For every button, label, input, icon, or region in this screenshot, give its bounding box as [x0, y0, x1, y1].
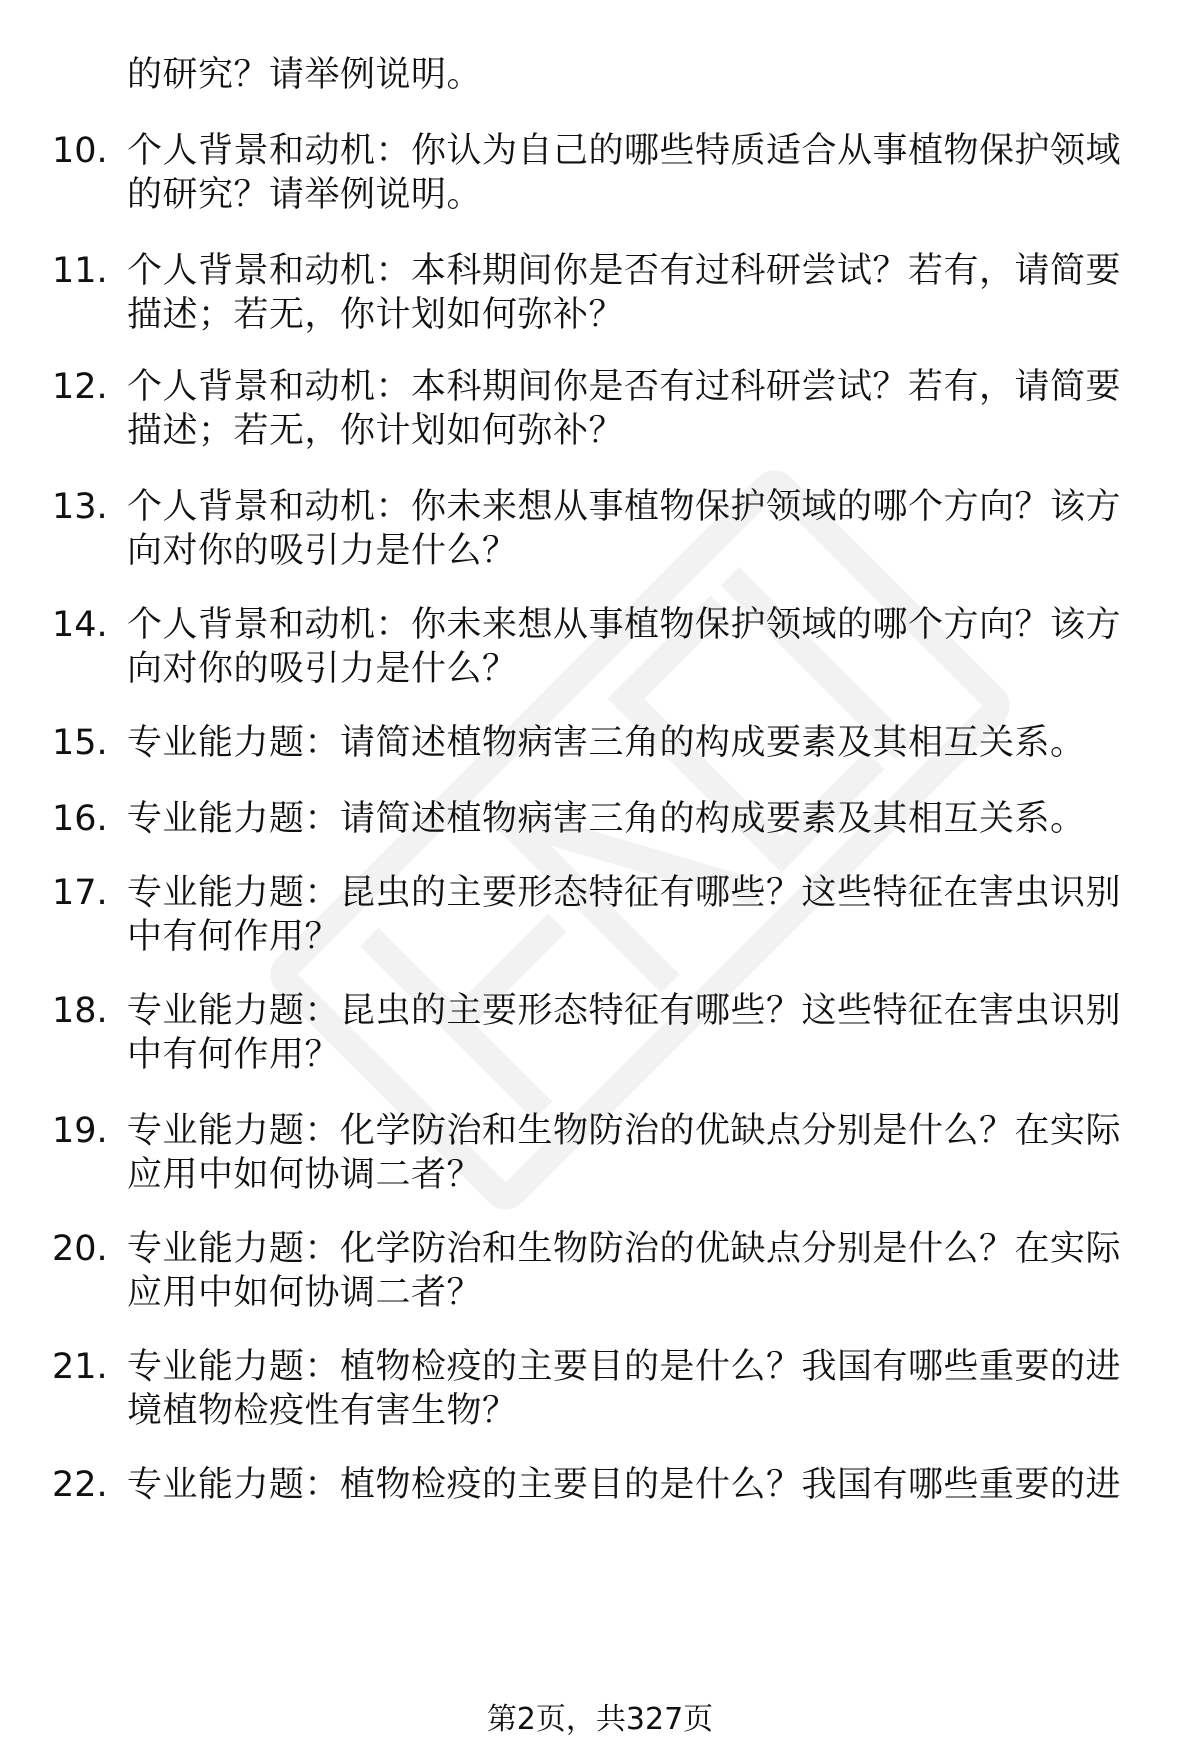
item-text-line2: 描述；若无，你计划如何弥补？ — [127, 295, 625, 335]
item-number: 12. — [52, 367, 108, 407]
item-text-line2: 向对你的吸引力是什么？ — [127, 649, 518, 689]
item-text-line1: 专业能力题：请简述植物病害三角的构成要素及其相互关系。 — [127, 723, 1086, 763]
item-text-line1: 专业能力题：化学防治和生物防治的优缺点分别是什么？在实际 — [127, 1111, 1122, 1151]
item-number: 21. — [52, 1347, 108, 1387]
item-text-line2: 向对你的吸引力是什么？ — [127, 531, 518, 571]
item-text-line1: 个人背景和动机：本科期间你是否有过科研尝试？若有，请简要 — [127, 251, 1122, 291]
item-number: 13. — [52, 487, 108, 527]
item-text-line2: 中有何作用？ — [127, 917, 341, 957]
item-text-line2: 的研究？请举例说明。 — [127, 175, 483, 215]
item-text-line1: 专业能力题：请简述植物病害三角的构成要素及其相互关系。 — [127, 799, 1086, 839]
item-text-line1: 专业能力题：昆虫的主要形态特征有哪些？这些特征在害虫识别 — [127, 873, 1122, 913]
item-number: 22. — [52, 1465, 108, 1505]
item-number: 15. — [52, 723, 108, 763]
item-text-line1: 专业能力题：植物检疫的主要目的是什么？我国有哪些重要的进 — [127, 1347, 1122, 1387]
item-text-line2: 中有何作用？ — [127, 1035, 341, 1075]
item-text-line1: 个人背景和动机：你未来想从事植物保护领域的哪个方向？该方 — [127, 605, 1122, 645]
item-text-line2: 应用中如何协调二者？ — [127, 1273, 483, 1313]
item-text-line1: 个人背景和动机：你认为自己的哪些特质适合从事植物保护领域 — [127, 131, 1122, 171]
item-number: 18. — [52, 991, 108, 1031]
item-text-line1: 专业能力题：植物检疫的主要目的是什么？我国有哪些重要的进 — [127, 1465, 1122, 1505]
item-text-line2: 境植物检疫性有害生物？ — [127, 1391, 518, 1431]
item-number: 14. — [52, 605, 108, 645]
item-text-line1: 个人背景和动机：本科期间你是否有过科研尝试？若有，请简要 — [127, 367, 1122, 407]
item-text-line1: 专业能力题：化学防治和生物防治的优缺点分别是什么？在实际 — [127, 1229, 1122, 1269]
item-text-line1: 专业能力题：昆虫的主要形态特征有哪些？这些特征在害虫识别 — [127, 991, 1122, 1031]
item-text-line1: 个人背景和动机：你未来想从事植物保护领域的哪个方向？该方 — [127, 487, 1122, 527]
item-number: 20. — [52, 1229, 108, 1269]
page-footer: 第2页，共327页 — [486, 1702, 714, 1737]
item-number: 10. — [52, 131, 108, 171]
item-number: 17. — [52, 873, 108, 913]
item-number: 11. — [52, 251, 108, 291]
continued-text: 的研究？请举例说明。 — [127, 55, 483, 95]
item-text-line2: 描述；若无，你计划如何弥补？ — [127, 411, 625, 451]
item-text-line2: 应用中如何协调二者？ — [127, 1155, 483, 1195]
item-number: 19. — [52, 1111, 108, 1151]
item-number: 16. — [52, 799, 108, 839]
